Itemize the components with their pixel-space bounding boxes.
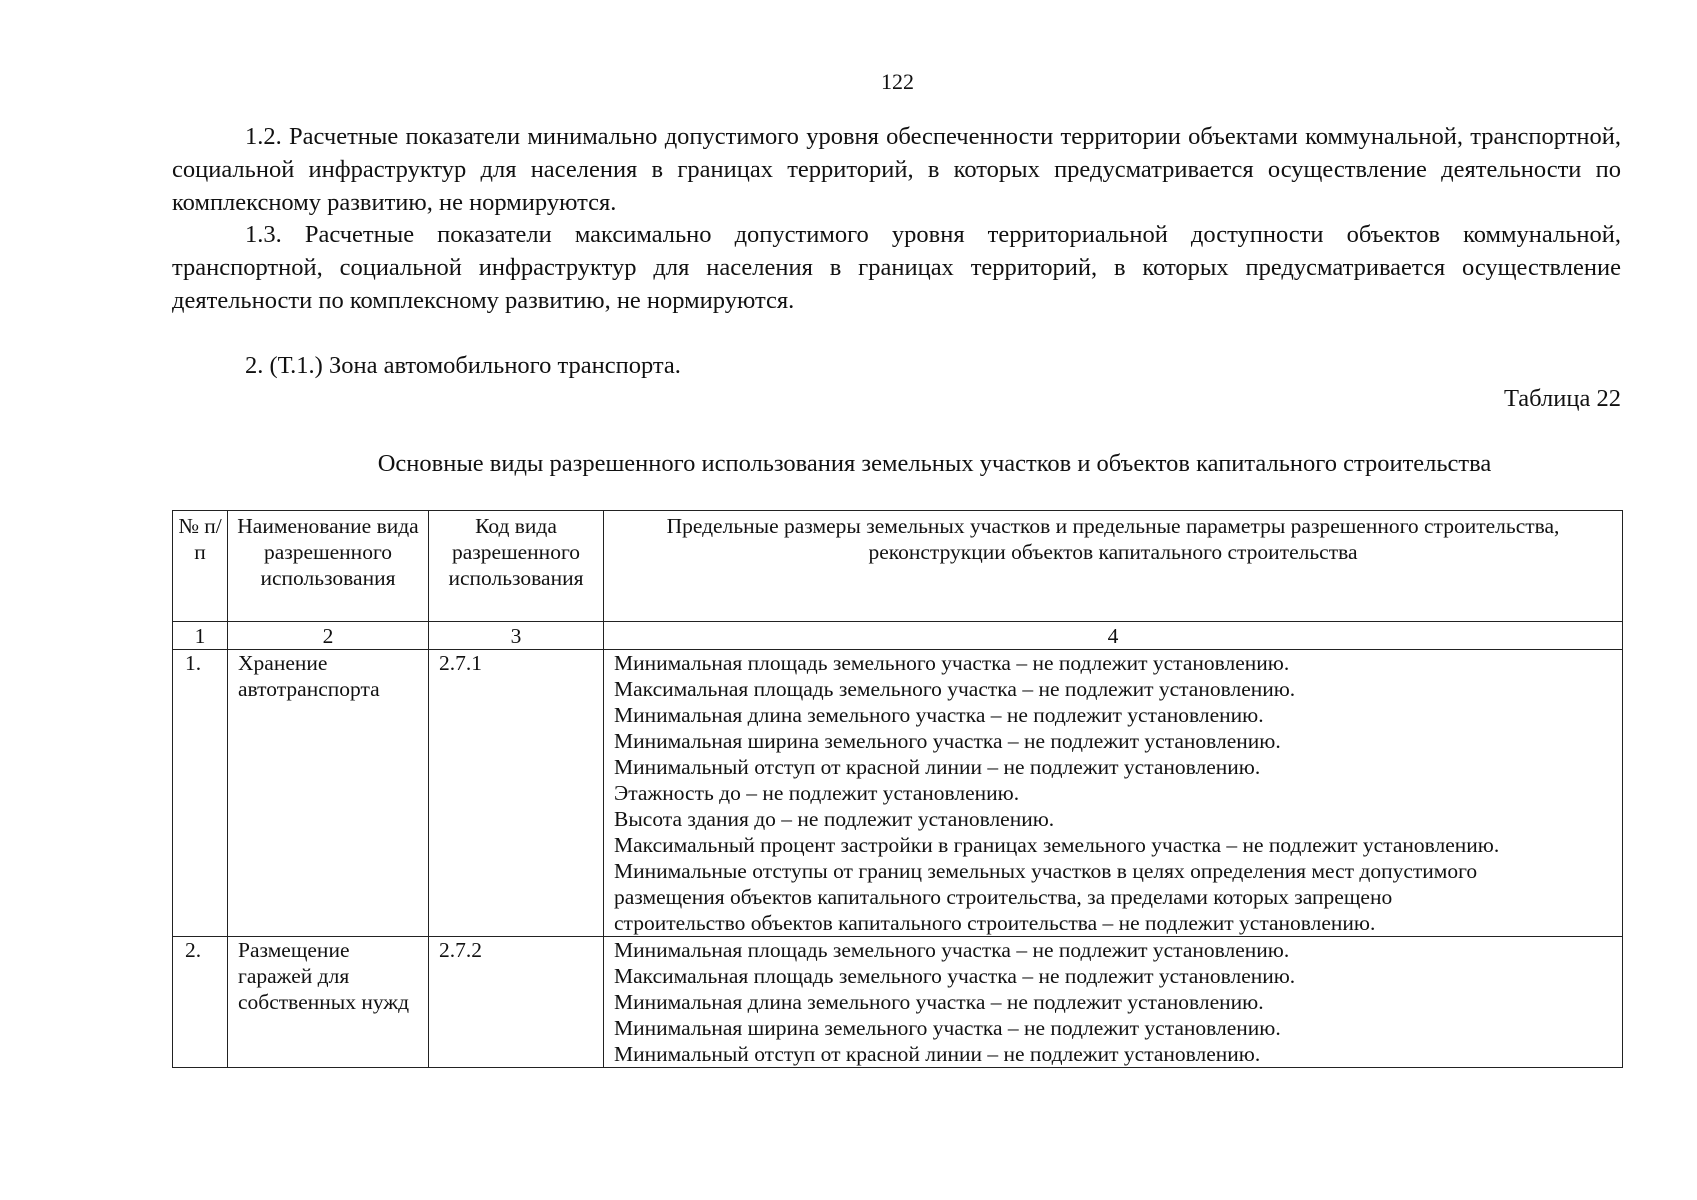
use-code: 2.7.1 [429,650,604,937]
row-number: 1. [173,650,228,937]
parameter-line: Минимальная площадь земельного участка – не подлежит установлению. [614,938,1290,962]
header-parameters: Предельные размеры земельных участков и предельные параметры разрешенного строительства, реконструкции объектов капитального строительства [604,511,1623,622]
parameter-line: Минимальные отступы от границ земельных участков в целях определения мест допустимого [614,859,1478,883]
use-parameters [604,650,1623,937]
page-number: 122 [881,69,914,94]
header-number: № п/п [173,511,228,622]
use-code: 2.7.2 [429,937,604,1068]
parameter-line: Максимальная площадь земельного участка – не подлежит установлению. [614,964,1296,988]
parameter-line: Минимальная длина земельного участка – не подлежит установлению. [614,990,1264,1014]
section-heading: 2. (Т.1.) Зона автомобильного транспорта. [245,352,681,379]
column-numbering-row [173,622,1623,650]
table-row [173,937,1623,1068]
parameter-line: Максимальный процент застройки в границах земельного участка – не подлежит установлению. [614,833,1500,857]
parameter-line: Минимальная площадь земельного участка – не подлежит установлению. [614,651,1290,675]
header-use-name: Наименование вида разрешенного использования [228,511,429,622]
paragraph-1-2: 1.2. Расчетные показатели минимально допустимого уровня обеспеченности территории объектами коммунальной, транспортной, социальной инфраструктур для населения в границах территорий, в которых предусматривается осуществление деятельности по комплексному развитию, не нормируются. [172,123,1621,216]
parameter-line: Высота здания до – не подлежит установлению. [614,807,1055,831]
parameter-line: размещения объектов капитального строительства, за пределами которых запрещено [614,885,1393,909]
row-number: 2. [173,937,228,1068]
column-number: 3 [429,622,604,650]
parameter-line: Максимальная площадь земельного участка – не подлежит установлению. [614,677,1296,701]
table-caption: Основные виды разрешенного использования земельных участков и объектов капитального строительства [377,450,1492,477]
column-number: 2 [228,622,429,650]
use-name: Хранение автотранспорта [228,650,429,937]
table-number: Таблица 22 [1503,385,1621,412]
permitted-use-table [172,510,1623,1068]
column-number: 1 [173,622,228,650]
use-name: Размещение гаражей для собственных нужд [228,937,429,1068]
parameter-line: Минимальная ширина земельного участка – не подлежит установлению. [614,1016,1281,1040]
header-use-code: Код вида разрешенного использования [429,511,604,622]
parameter-line: Минимальная ширина земельного участка – не подлежит установлению. [614,729,1281,753]
paragraph-1-3: 1.3. Расчетные показатели максимально допустимого уровня территориальной доступности объектов коммунальной, транспортной, социальной инфраструктур для населения в границах территорий, в которых предусматривается осуществление деятельности по комплексному развитию, не нормируются. [172,221,1621,314]
body-text [172,121,1621,318]
table-row [173,650,1623,937]
parameter-line: Этажность до – не подлежит установлению. [614,781,1020,805]
table-header-row [173,511,1623,622]
column-number: 4 [604,622,1623,650]
parameter-line: Минимальная длина земельного участка – не подлежит установлению. [614,703,1264,727]
use-parameters [604,937,1623,1068]
parameter-line: строительство объектов капитального строительства – не подлежит установлению. [614,911,1376,935]
parameter-line: Минимальный отступ от красной линии – не подлежит установлению. [614,1042,1261,1066]
parameter-line: Минимальный отступ от красной линии – не подлежит установлению. [614,755,1261,779]
